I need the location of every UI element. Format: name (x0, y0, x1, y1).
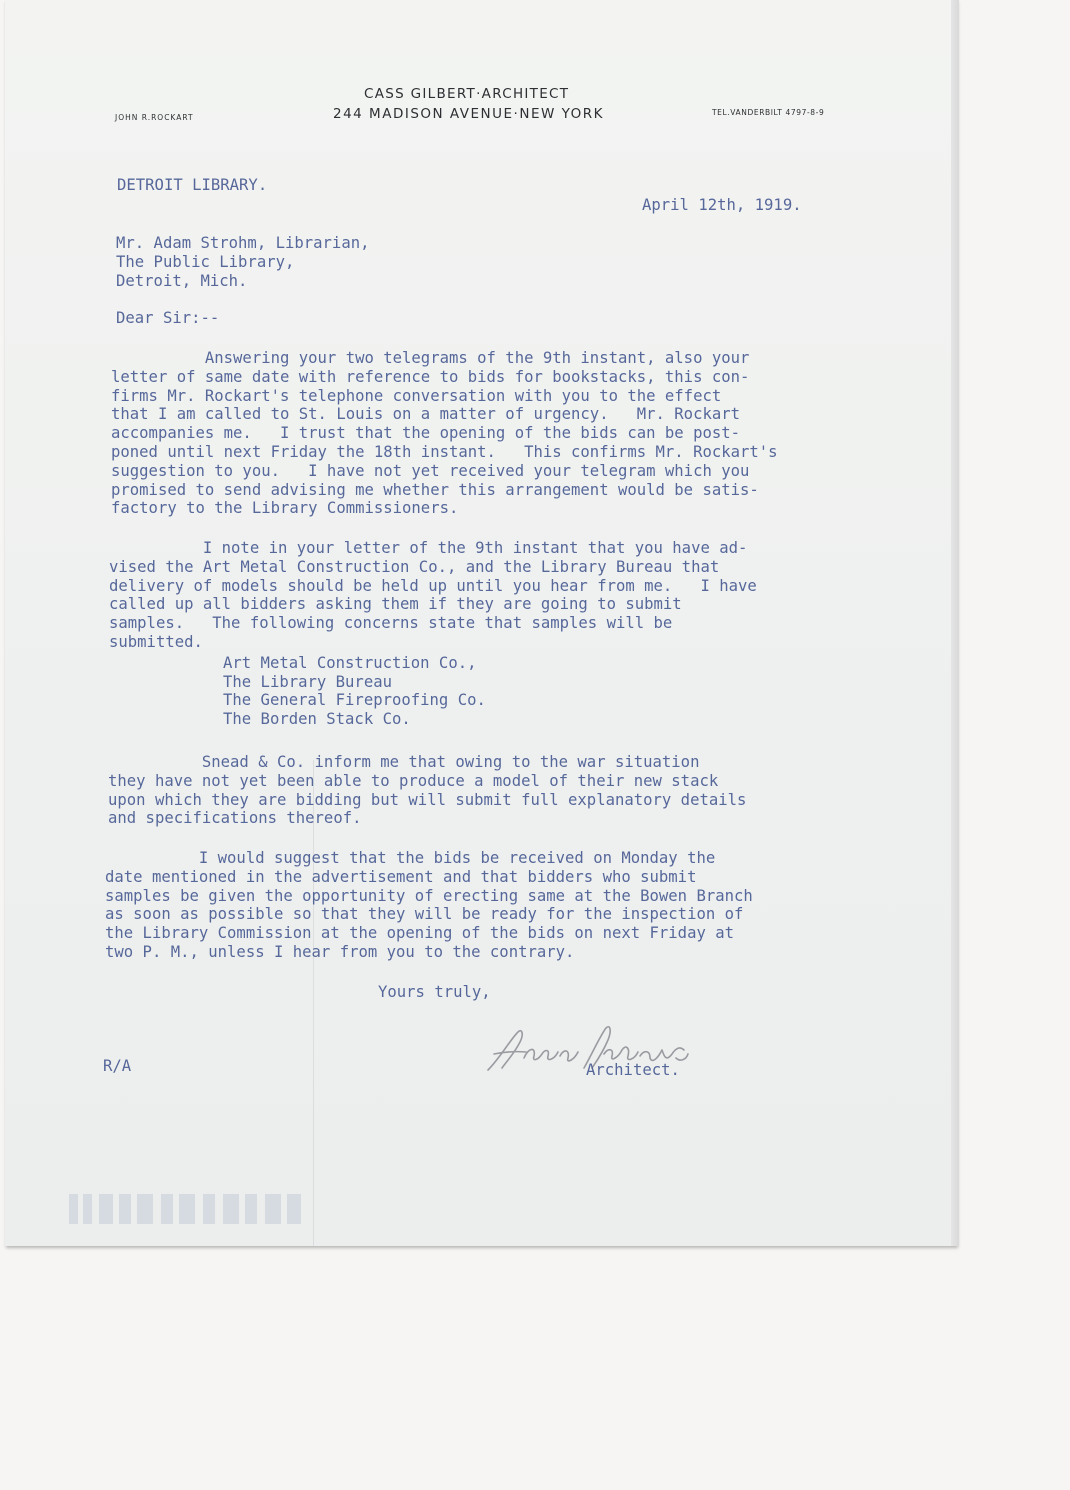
text-line: firms Mr. Rockart's telephone conversation with you to the effect (111, 386, 722, 405)
recipient-line: Mr. Adam Strohm, Librarian, (116, 234, 370, 252)
signer-title: Architect. (586, 1061, 680, 1079)
text-line: promised to send advising me whether this arrangement would be satis- (111, 480, 759, 499)
text-line: as soon as possible so that they will be ready for the inspection of (105, 905, 744, 924)
closing: Yours truly, (378, 983, 491, 1001)
sheet-edge (951, 0, 959, 1246)
recipient-line: Detroit, Mich. (116, 271, 248, 290)
paragraph-1 (111, 349, 778, 518)
concern-item: Art Metal Construction Co., (223, 654, 477, 672)
text-line: samples be given the opportunity of erecting same at the Bowen Branch (105, 886, 753, 905)
text-line: I would suggest that the bids be received on Monday the (105, 849, 716, 867)
text-line: and specifications thereof. (108, 809, 362, 828)
letterhead-address: 244 MADISON AVENUE·NEW YORK (333, 106, 604, 122)
text-line: they have not yet been able to produce a model of their new stack (108, 771, 719, 790)
text-line: two P. M., unless I hear from you to the contrary. (105, 942, 575, 961)
text-line: Answering your two telegrams of the 9th instant, also your (111, 349, 750, 367)
text-line: Snead & Co. inform me that owing to the war situation (108, 753, 700, 771)
letter-date: April 12th, 1919. (642, 196, 802, 214)
reference-initials: R/A (103, 1057, 132, 1075)
text-line: poned until next Friday the 18th instant. This confirms Mr. Rockart's (111, 442, 778, 461)
text-line: factory to the Library Commissioners. (111, 499, 459, 518)
text-line: accompanies me. I trust that the opening of the bids can be post- (111, 424, 741, 443)
text-line: samples. The following concerns state that samples will be (109, 614, 673, 633)
text-line: delivery of models should be held up until you hear from me. I have (109, 576, 757, 595)
text-line: date mentioned in the advertisement and that bidders who submit (105, 867, 697, 886)
text-line: the Library Commission at the opening of the bids on next Friday at (105, 924, 735, 943)
text-line: submitted. (109, 632, 203, 651)
letterhead-associate: JOHN R.ROCKART (115, 113, 194, 122)
letter-heading: DETROIT LIBRARY. (117, 176, 268, 194)
paragraph-3 (108, 753, 746, 828)
concern-item: The General Fireproofing Co. (223, 691, 486, 710)
faded-stamp (65, 1186, 315, 1232)
concern-item: The Library Bureau (223, 672, 392, 691)
text-line: upon which they are bidding but will submit full explanatory details (108, 790, 747, 809)
concern-item: The Borden Stack Co. (223, 709, 411, 728)
paragraph-2 (109, 539, 757, 652)
text-line: called up all bidders asking them if they are going to submit (109, 595, 682, 614)
letterhead-firm: CASS GILBERT·ARCHITECT (364, 86, 570, 102)
paragraph-4 (105, 849, 753, 962)
text-line: suggestion to you. I have not yet received your telegram which you (111, 461, 750, 480)
letter-sheet (5, 0, 957, 1246)
recipient-line: The Public Library, (116, 252, 295, 271)
recipient-address (116, 234, 369, 290)
text-line: vised the Art Metal Construction Co., and the Library Bureau that (109, 557, 720, 576)
text-line: I note in your letter of the 9th instant that you have ad- (109, 539, 748, 557)
salutation: Dear Sir:-- (116, 309, 220, 327)
letterhead-telephone: TEL.VANDERBILT 4797-8-9 (712, 108, 825, 117)
concerns-list (223, 654, 486, 728)
paper-fold (313, 760, 314, 1246)
text-line: that I am called to St. Louis on a matter of urgency. Mr. Rockart (111, 405, 741, 424)
text-line: letter of same date with reference to bids for bookstacks, this con- (111, 367, 750, 386)
